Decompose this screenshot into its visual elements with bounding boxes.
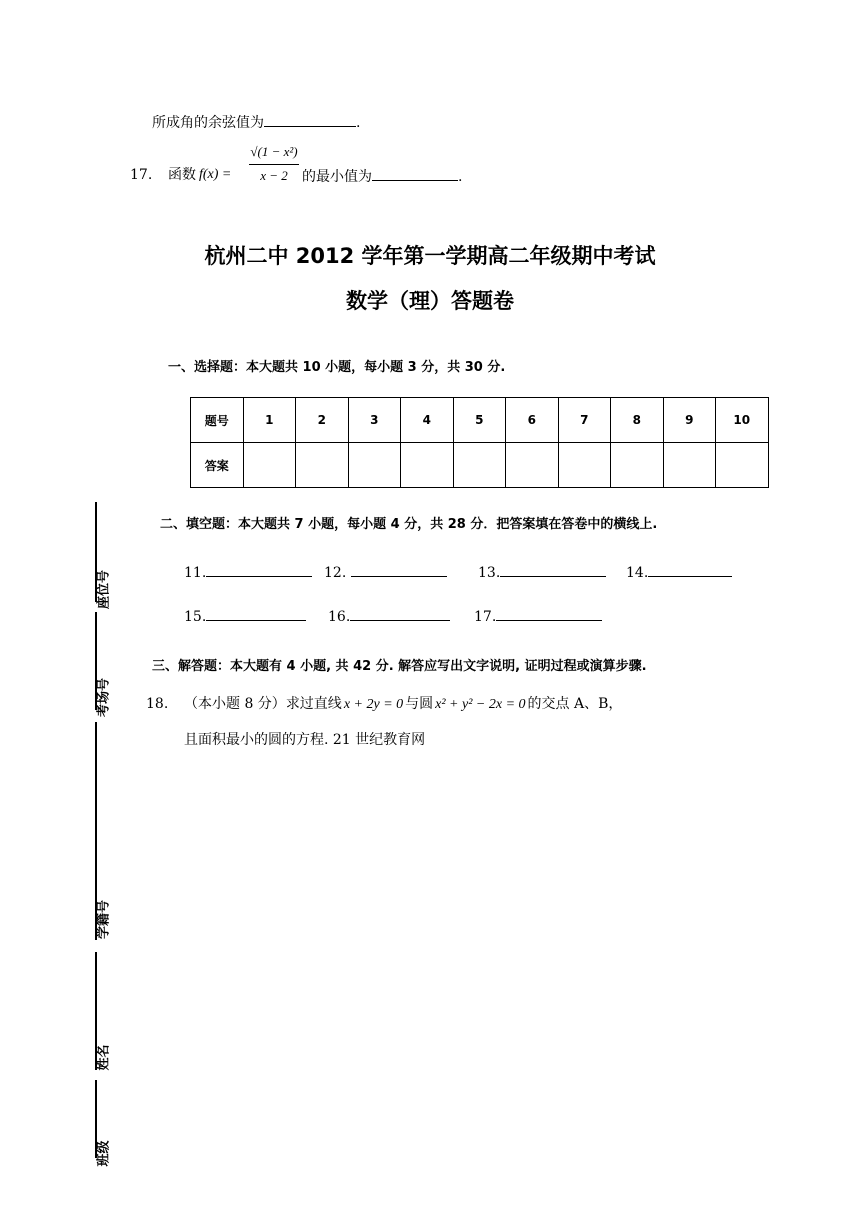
fill-blank-label: 12. [324, 565, 347, 581]
q17-numerator: √(1 − x²) [250, 144, 298, 159]
prev-question-end: . [356, 115, 361, 131]
row-label-number: 题号 [191, 398, 244, 443]
q17-suffix-line [302, 166, 462, 186]
fill-blank-label: 17. [474, 609, 497, 625]
fill-blank-line[interactable] [500, 562, 606, 577]
question-number-cell: 10 [716, 398, 769, 443]
q17-end: . [458, 169, 463, 185]
q18-line2: 且面积最小的圆的方程. 21 世纪教育网 [184, 732, 426, 748]
fill-blank-line[interactable] [206, 562, 312, 577]
fill-blank-line[interactable] [350, 606, 450, 621]
question-number-cell: 9 [663, 398, 716, 443]
question-number-cell: 4 [401, 398, 454, 443]
q17-denominator: x − 2 [260, 168, 288, 183]
fill-blank-label: 14. [626, 565, 649, 581]
q18-circle-equation: x² + y² − 2x = 0 [435, 697, 526, 712]
answer-cell[interactable] [506, 443, 559, 488]
answer-cell[interactable] [243, 443, 296, 488]
q18-points: （本小题 8 分） [184, 696, 286, 712]
answer-cell[interactable] [401, 443, 454, 488]
q18-line1 [184, 695, 622, 714]
fill-blank-12 [324, 562, 447, 582]
q17-func: f(x) = [199, 167, 232, 182]
question-number-cell: 1 [243, 398, 296, 443]
q17-answer-blank[interactable] [372, 166, 458, 181]
binding-label-student-id: 学籍号 [96, 900, 112, 940]
answer-cell[interactable] [348, 443, 401, 488]
question-number-cell: 2 [296, 398, 349, 443]
answer-cell[interactable] [558, 443, 611, 488]
question-number-cell: 3 [348, 398, 401, 443]
fill-blank-13 [478, 562, 606, 582]
fill-blank-line[interactable] [648, 562, 732, 577]
q18-line-equation: x + 2y = 0 [343, 697, 404, 712]
question-number-cell: 7 [558, 398, 611, 443]
q18-text-c: 的交点 A、B， [527, 696, 623, 712]
fill-blank-line[interactable] [351, 562, 447, 577]
exam-title: 杭州二中 2012 学年第一学期高二年级期中考试 [204, 244, 656, 268]
fill-blank-label: 15. [184, 609, 207, 625]
fill-blank-17 [474, 606, 602, 626]
q18-text-b: 与圆 [405, 696, 434, 712]
q18-number: 18. [146, 696, 169, 712]
question-number-cell: 5 [453, 398, 506, 443]
prev-question-line [152, 112, 360, 132]
answer-cell[interactable] [453, 443, 506, 488]
row-label-answer: 答案 [191, 443, 244, 488]
answer-cell[interactable] [296, 443, 349, 488]
table-row-numbers [191, 398, 769, 443]
section2-heading: 二、填空题：本大题共 7 小题，每小题 4 分，共 28 分．把答案填在答卷中的横线上. [160, 517, 658, 532]
prev-question-text: 所成角的余弦值为 [152, 115, 264, 131]
table-row-answers [191, 443, 769, 488]
answer-cell[interactable] [716, 443, 769, 488]
section1-heading: 一、选择题：本大题共 10 小题，每小题 3 分，共 30 分. [168, 360, 506, 375]
answer-table [190, 397, 769, 488]
q17-suffix: 的最小值为 [302, 169, 372, 185]
question-number-cell: 6 [506, 398, 559, 443]
binding-label-class: 班级 [96, 1140, 112, 1167]
fill-blank-11 [184, 562, 312, 582]
binding-label-name: 姓名 [96, 1044, 112, 1071]
fill-blank-line[interactable] [206, 606, 306, 621]
fill-blank-label: 11. [184, 565, 207, 581]
fill-blank-label: 16. [328, 609, 351, 625]
section3-heading: 三、解答题：本大题有 4 小题, 共 42 分. 解答应写出文字说明, 证明过程或演算步骤. [152, 659, 647, 674]
answer-cell[interactable] [611, 443, 664, 488]
fill-blank-15 [184, 606, 306, 626]
q17-fraction [249, 143, 299, 185]
fill-blank-14 [626, 562, 732, 582]
fill-blank-label: 13. [478, 565, 501, 581]
prev-question-blank[interactable] [264, 112, 356, 127]
fill-blank-16 [328, 606, 450, 626]
q18-text-a: 求过直线 [285, 696, 342, 712]
q17-number: 17. [130, 167, 153, 183]
binding-label-room: 考场号 [96, 678, 112, 718]
q17-fraction-bar [249, 164, 299, 165]
binding-label-seat: 座位号 [96, 570, 112, 610]
exam-subtitle: 数学（理）答题卷 [346, 289, 514, 313]
q17-prefix: 函数 [168, 167, 196, 183]
fill-blank-line[interactable] [496, 606, 602, 621]
question-number-cell: 8 [611, 398, 664, 443]
answer-cell[interactable] [663, 443, 716, 488]
